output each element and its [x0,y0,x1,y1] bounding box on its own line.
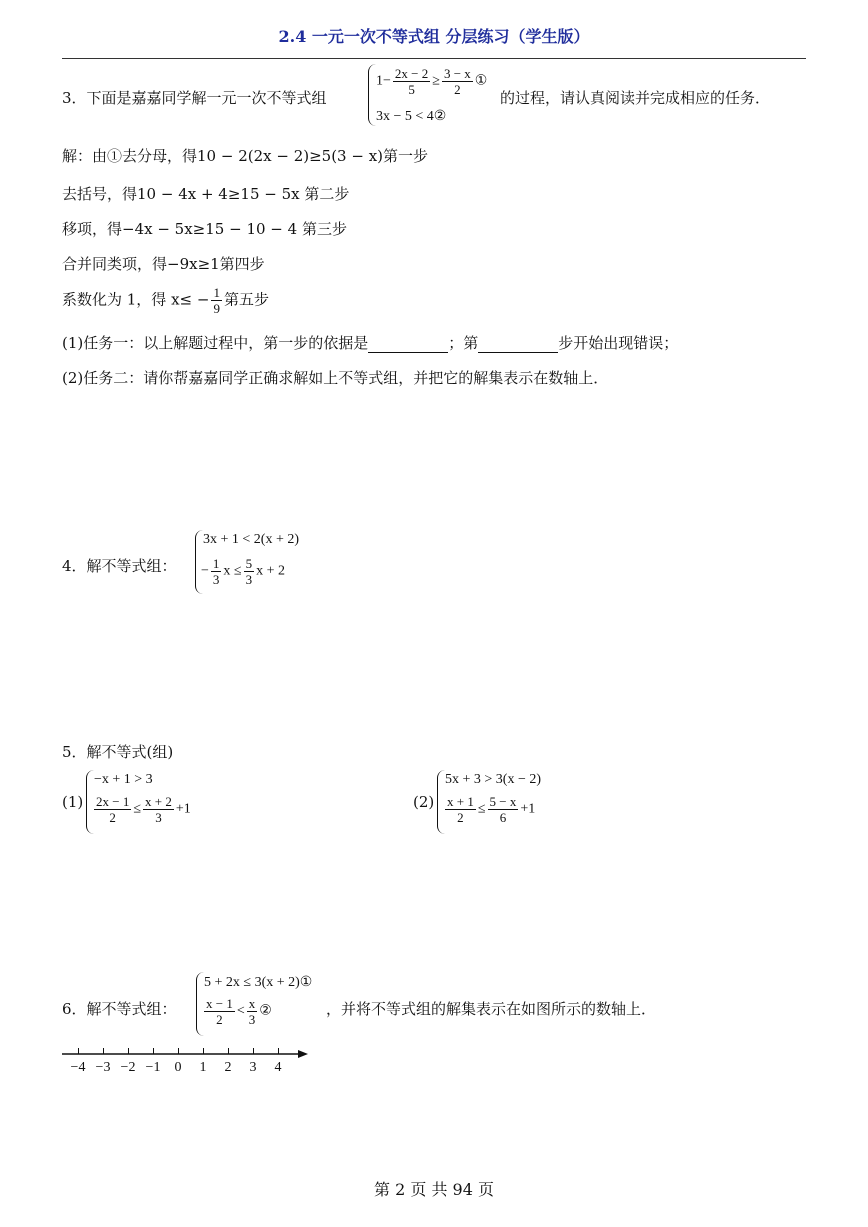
q4-sys-line1: 3x + 1 < 2(x + 2) [203,532,300,547]
q3-sys-line2: 3x − 5 < 4② [376,109,447,124]
q6-l2-frac1 [204,996,235,1027]
q5-p1-op: ≤ [133,801,142,817]
q6-l2-den2: 3 [248,1012,256,1027]
q5-p1-den2: 3 [155,810,162,825]
q3-task1-text: (1)任务一：以上解题过程中，第一步的依据是 [62,334,369,352]
number-line-tick [228,1048,229,1054]
q3-task1-blank1[interactable] [368,338,448,353]
q5-part2-line2 [443,794,535,825]
q3-step5-frac [211,285,222,316]
q3-step2: 去括号，得10 − 4x + 4≥15 − 5x 第二步 [62,185,350,203]
q3-sys-l1-mark: ① [474,73,488,89]
q3-frac2-num: 3 − x [443,66,471,81]
q5-intro: 5．解不等式(组) [62,743,174,761]
q4-intro: 4．解不等式组： [62,557,177,575]
q3-step5-num: 1 [213,285,220,300]
q3-task1-blank2[interactable] [478,338,558,353]
number-line-label: −3 [95,1060,111,1075]
number-line-label: −1 [145,1060,161,1075]
q3-task1 [62,332,678,353]
q5-p1-frac2 [143,794,174,825]
number-line-tick [78,1048,79,1054]
q6-intro-tail: ，并将不等式组的解集表示在如图所示的数轴上． [326,1000,657,1018]
q5-part2-line1: 5x + 3 > 3(x − 2) [445,772,542,787]
q5-p2-frac1 [445,794,476,825]
q5-p2-den2: 6 [499,810,507,825]
q5-p1-num2: x + 2 [145,794,172,809]
number-line-tick [128,1048,129,1054]
q5-part2-system [437,770,577,836]
number-line [60,1044,320,1084]
q6-sys-line2 [202,996,272,1027]
q3-step3: 移项，得−4x − 5x≥15 − 10 − 4 第三步 [62,220,347,238]
header-rule [62,58,806,59]
arrow-head-icon [298,1050,308,1058]
q5-part1-line1: −x + 1 > 3 [94,772,153,787]
q4-l2-den2: 3 [245,572,253,587]
q3-sys-line1 [376,66,487,97]
page-header-title: 2.4 一元一次不等式组 分层练习（学生版） [278,27,590,46]
q5-p1-den1: 2 [109,810,116,825]
q5-p2-num1: x + 1 [447,794,474,809]
number-line-label: −2 [120,1060,136,1075]
q3-frac1-den: 5 [408,82,415,97]
q3-sys-l1-lead: 1− [376,73,391,89]
q6-system [196,972,336,1038]
q6-l2-op: < [236,1003,245,1019]
q4-l2-minus: − [201,563,209,579]
number-line-tick [253,1048,254,1054]
q6-l2-mark: ② [259,1003,272,1019]
q3-step1: 解：由①去分母，得10 − 2(2x − 2)≥5(3 − x)第一步 [62,147,429,165]
q5-part2-label: (2) [413,793,435,811]
q4-system [195,530,325,596]
number-line-label: 1 [199,1060,207,1075]
q3-system [368,64,508,128]
q5-p1-frac1 [94,794,131,825]
q3-sys-frac1 [393,66,430,97]
q5-part1-label: (1) [62,793,84,811]
q4-l2-frac1 [211,556,222,587]
q4-l2-tail: x + 2 [256,563,285,579]
q3-task2: (2)任务二：请你帮嘉嘉同学正确求解如上不等式组，并把它的解集表示在数轴上． [62,369,609,387]
q6-l2-num2: x [248,996,256,1011]
q6-l2-num1: x − 1 [206,996,233,1011]
q3-frac1-num: 2x − 2 [394,66,429,81]
number-line-label: 3 [249,1060,257,1075]
q3-sys-l1-op: ≥ [432,73,440,89]
number-line-label: 4 [274,1060,282,1075]
q5-p2-den1: 2 [457,810,464,825]
q3-sys-frac2 [442,66,473,97]
q3-step5-den: 9 [213,301,220,316]
q3-task1-end: 步开始出现错误； [558,334,679,352]
q3-task1-mid: ；第 [448,334,479,352]
q6-intro: 6．解不等式组： [62,1000,177,1018]
number-line-tick [153,1048,154,1054]
q5-p2-num2: 5 − x [489,794,517,809]
q5-p2-tail: +1 [520,801,536,817]
q5-p2-frac2 [488,794,519,825]
number-line-tick [178,1048,179,1054]
q3-intro-tail: 的过程，请认真阅读并完成相应的任务． [500,89,771,107]
q5-p2-op: ≤ [477,801,486,817]
number-line-tick [278,1048,279,1054]
number-line-label: −4 [70,1060,86,1075]
q3-step5-tail: 第五步 [223,290,269,309]
number-line-tick [103,1048,104,1054]
q3-step4: 合并同类项，得−9x≥1第四步 [62,255,265,273]
q6-l2-frac2 [247,996,258,1027]
q5-p1-tail: +1 [175,801,191,817]
number-line-tick [203,1048,204,1054]
page-footer: 第 2 页 共 94 页 [374,1180,494,1199]
q3-step5 [62,285,269,316]
q4-sys-line2 [201,556,285,587]
q3-intro: 3．下面是嘉嘉同学解一元一次不等式组 [62,89,327,107]
q6-sys-line1: 5 + 2x ≤ 3(x + 2)① [204,975,313,990]
q6-l2-den1: 2 [216,1012,223,1027]
q4-l2-num1: 1 [212,556,220,571]
number-line-label: 0 [174,1060,182,1075]
q5-part1-line2 [92,794,191,825]
q4-l2-num2: 5 [245,556,253,571]
q4-l2-mid: x ≤ [223,563,242,579]
q4-l2-frac2 [244,556,255,587]
q5-p1-num1: 2x − 1 [96,794,130,809]
number-line-label: 2 [224,1060,232,1075]
q3-step5-lead: 系数化为 1，得 x≤ − [62,290,210,309]
q4-l2-den1: 3 [212,572,220,587]
q5-part1-system [86,770,216,836]
q3-frac2-den: 2 [454,82,461,97]
